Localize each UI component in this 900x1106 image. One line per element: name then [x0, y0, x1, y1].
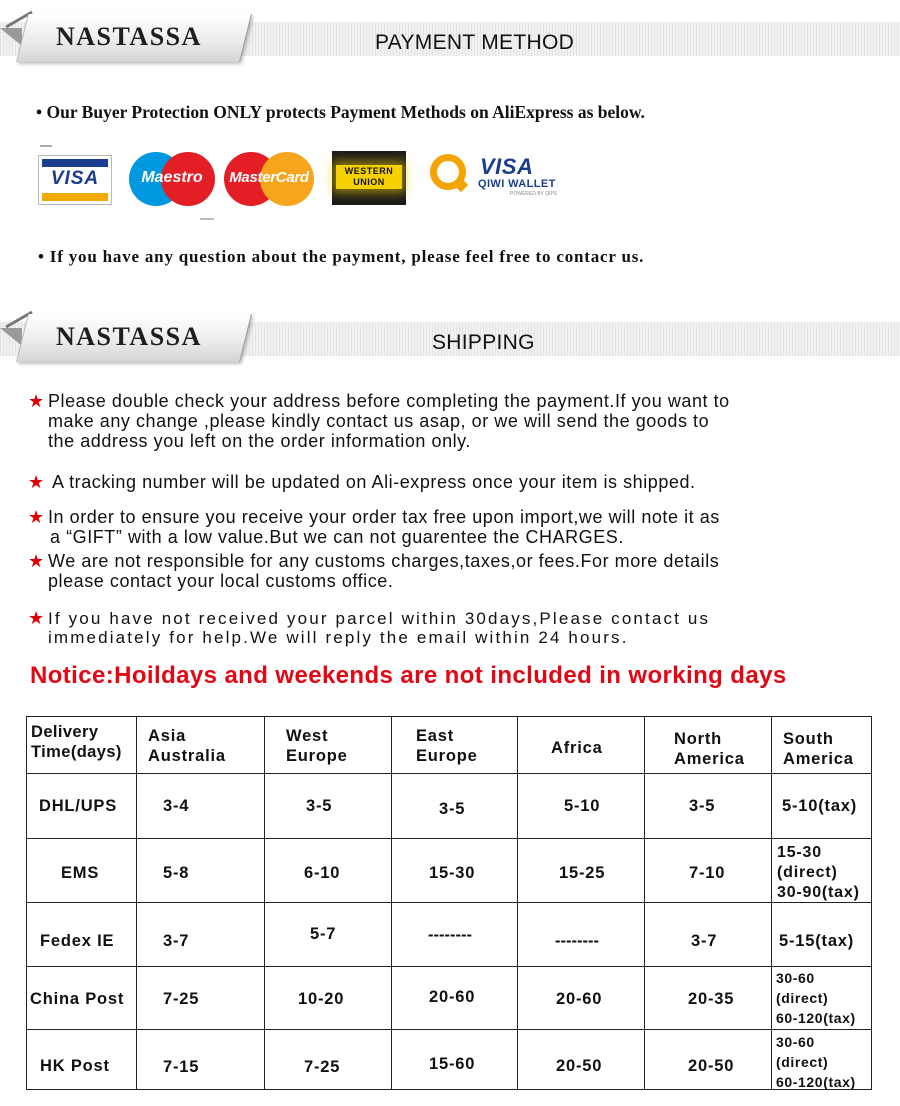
table-cell: 10-20	[298, 990, 345, 1008]
table-cell: 3-7	[691, 932, 718, 950]
cell-line: (direct)	[776, 990, 829, 1006]
header-line: North	[674, 730, 722, 748]
table-cell: 20-60	[429, 988, 476, 1006]
star-icon: ★	[28, 551, 45, 571]
table-cell: 15-25	[559, 864, 606, 882]
header-line: Asia	[148, 727, 187, 745]
table-header-cell	[674, 729, 745, 769]
cell-line: 60-120(tax)	[776, 1010, 856, 1026]
note-line: please contact your local customs office.	[48, 571, 394, 591]
section-heading-shipping: SHIPPING	[432, 331, 535, 354]
table-cell: 7-25	[304, 1058, 341, 1076]
table-border	[26, 773, 872, 774]
visa-caption-mark	[40, 145, 52, 147]
header-line: East	[416, 727, 455, 745]
shipping-note-contact	[28, 609, 888, 647]
table-border	[26, 1029, 872, 1030]
banner-fold	[0, 28, 22, 46]
table-cell-carrier: HK Post	[40, 1057, 110, 1075]
star-icon: ★	[28, 472, 45, 492]
table-cell: 7-25	[163, 990, 200, 1008]
note-line: We are not responsible for any customs charges,taxes,or fees.For more details	[48, 551, 720, 571]
table-cell: 5-7	[310, 925, 337, 943]
note-line: a “GIFT” with a low value.But we can not guarentee the CHARGES.	[50, 527, 624, 547]
western-union-line1: WESTERN	[344, 166, 394, 176]
shipping-note-gift	[28, 507, 888, 547]
header-line: Europe	[286, 747, 348, 765]
table-header-cell	[416, 726, 478, 766]
table-header-cell	[148, 726, 226, 766]
header-line: West	[286, 727, 329, 745]
table-cell: 20-60	[556, 990, 603, 1008]
header-line: America	[783, 750, 854, 768]
shipping-note-tracking	[28, 472, 888, 492]
table-border	[26, 716, 872, 717]
table-cell: 3-7	[163, 932, 190, 950]
table-cell-carrier: China Post	[30, 990, 125, 1008]
header-line: Europe	[416, 747, 478, 765]
header-line: Time(days)	[31, 743, 122, 761]
maestro-logo-text: Maestro	[141, 169, 203, 186]
payment-banner	[0, 14, 900, 64]
table-cell: 3-5	[689, 797, 716, 815]
table-cell: 20-50	[556, 1057, 603, 1075]
table-cell: 20-50	[688, 1057, 735, 1075]
table-cell: 7-10	[689, 864, 726, 882]
table-cell-multiline	[776, 968, 856, 1028]
shipping-note-address	[28, 391, 888, 451]
table-header-cell	[31, 722, 122, 762]
table-cell: 15-30	[429, 864, 476, 882]
qiwi-powered-text: POWERED BY QIPS	[510, 191, 558, 197]
visa-logo-text: VISA	[50, 168, 100, 189]
cell-line: 30-60	[776, 1034, 815, 1050]
table-border	[26, 1089, 872, 1090]
table-cell: 6-10	[304, 864, 341, 882]
mastercard-logo	[224, 152, 314, 206]
table-cell: 5-10	[564, 797, 601, 815]
table-border	[26, 838, 872, 839]
table-border	[26, 966, 872, 967]
header-line: Australia	[148, 747, 226, 765]
qiwi-visa-logo	[428, 152, 568, 202]
table-border	[26, 902, 872, 903]
table-cell: 3-5	[306, 797, 333, 815]
cell-line: (direct)	[777, 864, 838, 881]
table-cell: --------	[428, 926, 472, 944]
brand-name: NASTASSA	[56, 322, 202, 351]
header-line: America	[674, 750, 745, 768]
table-cell: 7-15	[163, 1058, 200, 1076]
table-header-cell	[783, 729, 854, 769]
qiwi-visa-text: VISA	[480, 154, 534, 179]
western-union-line2: UNION	[353, 177, 385, 187]
cell-line: (direct)	[776, 1054, 829, 1070]
payment-contact: • If you have any question about the payment, please feel free to contacr us.	[38, 247, 645, 266]
note-line: immediately for help.We will reply the email within 24 hours.	[48, 628, 629, 647]
cell-line: 15-30	[777, 844, 822, 861]
table-cell: --------	[555, 932, 599, 950]
logo-divider-mark	[200, 218, 214, 220]
table-cell: 15-60	[429, 1055, 476, 1073]
table-cell: 5-15(tax)	[779, 932, 855, 950]
table-cell: 5-8	[163, 864, 190, 882]
note-line: make any change ,please kindly contact us asap, or we will send the goods to	[48, 411, 710, 431]
qiwi-wallet-text: QIWI WALLET	[478, 178, 556, 190]
note-line: Please double check your address before completing the payment.If you want to	[48, 391, 730, 411]
table-cell: 20-35	[688, 990, 735, 1008]
table-header-cell: Africa	[551, 739, 603, 757]
table-cell-carrier: DHL/UPS	[39, 797, 118, 815]
note-line: In order to ensure you receive your order tax free upon import,we will note it as	[48, 507, 720, 527]
star-icon: ★	[28, 608, 47, 628]
holiday-notice: Notice:Hoildays and weekends are not included in working days	[30, 662, 787, 689]
western-union-logo	[332, 151, 406, 205]
table-cell-multiline	[777, 843, 860, 903]
shipping-note-customs	[28, 551, 888, 591]
table-cell: 3-4	[163, 797, 190, 815]
section-heading-payment: PAYMENT METHOD	[375, 31, 575, 54]
banner-fold	[0, 328, 22, 346]
header-line: South	[783, 730, 834, 748]
star-icon: ★	[28, 507, 45, 527]
cell-line: 30-90(tax)	[777, 884, 860, 901]
mastercard-logo-text: MasterCard	[229, 169, 309, 186]
table-cell: 3-5	[439, 800, 466, 818]
brand-name: NASTASSA	[56, 22, 202, 51]
cell-line: 60-120(tax)	[776, 1074, 856, 1090]
maestro-logo	[129, 152, 215, 206]
shipping-banner	[0, 314, 900, 364]
visa-logo	[38, 155, 112, 205]
note-line: the address you left on the order information only.	[48, 431, 471, 451]
table-cell-multiline	[776, 1032, 856, 1092]
note-line: A tracking number will be updated on Ali-express once your item is shipped.	[52, 472, 696, 492]
header-line: Delivery	[31, 723, 99, 741]
table-cell-carrier: Fedex IE	[40, 932, 115, 950]
table-header-cell	[286, 726, 348, 766]
note-line: If you have not received your parcel within 30days,Please contact us	[48, 609, 711, 628]
cell-line: 30-60	[776, 970, 815, 986]
payment-intro: • Our Buyer Protection ONLY protects Payment Methods on AliExpress as below.	[36, 102, 645, 122]
star-icon: ★	[28, 391, 45, 411]
table-cell: 5-10(tax)	[782, 797, 858, 815]
table-cell-carrier: EMS	[61, 864, 100, 882]
